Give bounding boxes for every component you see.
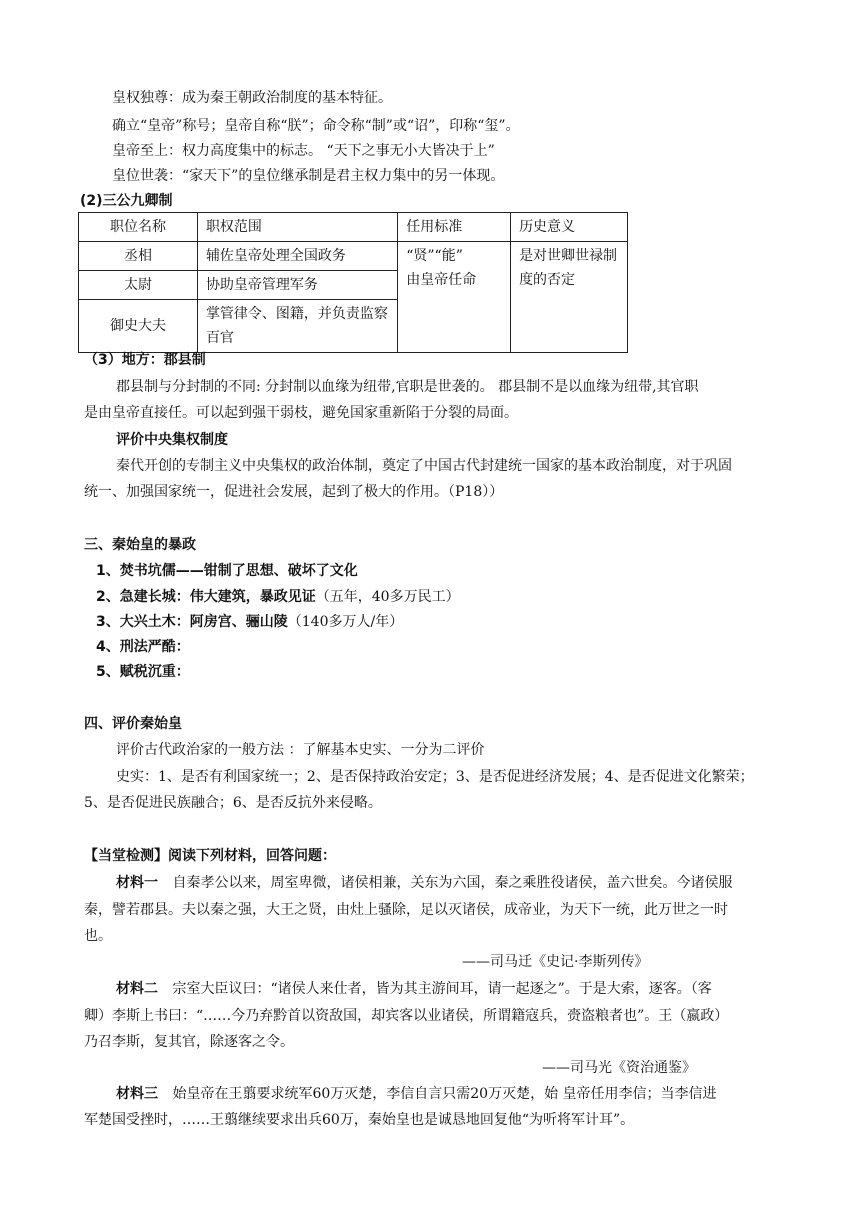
list-item bbox=[96, 587, 460, 607]
paragraph-imperial-supremacy: 皇权独尊：成为秦王朝政治制度的基本特征。 bbox=[112, 90, 392, 106]
three-dukes-table bbox=[78, 212, 628, 353]
table-cell-position: 丞相 bbox=[79, 242, 198, 271]
section-title-tyranny: 三、秦始皇的暴政 bbox=[84, 537, 196, 553]
paragraph-emperor-title: 确立“皇帝”称号；皇帝自称“朕”；命令称“制”或“诏”，印称“玺”。 bbox=[112, 118, 520, 134]
table-cell-position: 太尉 bbox=[79, 271, 198, 300]
standard-line: “贤”“能” bbox=[406, 248, 463, 264]
material-two-line-2: 卿）李斯上书曰：“……今乃弃黔首以资敌国，却宾客以业诸侯，所谓籍寇兵，赍盗粮者也”。王（嬴政） bbox=[84, 1008, 729, 1024]
list-item bbox=[96, 637, 190, 657]
paragraph-evaluate-1: 秦代开创的专制主义中央集权的政治体制，奠定了中国古代封建统一国家的基本政治制度，对于巩固 bbox=[116, 458, 732, 474]
material-one-source: ——司马迁《史记·李斯列传》 bbox=[462, 954, 649, 970]
list-item-bold: 3、大兴土木：阿房宫、骊山陵 bbox=[96, 614, 288, 630]
material-three-line-2: 军楚国受挫时，……王翦继续要求出兵60万，秦始皇也是诚恳地回复他“为听将军计耳”。 bbox=[84, 1112, 635, 1128]
material-one-line-3: 也。 bbox=[84, 928, 112, 944]
material-one-line-2: 秦，譬若郡县。夫以秦之强，大王之贤，由灶上骚除，足以灭诸侯，成帝业，为天下一统，此万世之一时 bbox=[84, 902, 728, 918]
table-cell-meaning: 是对世卿世禄制度的否定 bbox=[511, 242, 628, 353]
list-item-bold: 2、急建长城：伟大建筑，暴政见证 bbox=[96, 589, 316, 605]
paragraph-facts-1: 史实：1、是否有利国家统一；2、是否保持政治安定；3、是否促进经济发展；4、是否促进文化繁荣； bbox=[116, 769, 754, 785]
material-text: 自秦孝公以来，周室卑微，诸侯相兼，关东为六国，秦之乘胜役诸侯，盖六世矣。今诸侯服 bbox=[172, 875, 733, 891]
list-item-bold: 5、赋税沉重： bbox=[96, 664, 190, 680]
material-two-line-3: 乃召李斯，复其官，除逐客之令。 bbox=[84, 1034, 294, 1050]
table-cell-position: 御史大夫 bbox=[79, 300, 198, 353]
paragraph-hereditary-throne: 皇位世袭：“家天下”的皇位继承制是君主权力集中的另一体现。 bbox=[112, 168, 505, 184]
material-three-line-1 bbox=[116, 1084, 717, 1104]
section-title-evaluate-qin: 四、评价秦始皇 bbox=[84, 716, 182, 732]
paragraph-prefecture-diff-2: 是由皇帝直接任。可以起到强干弱枝，避免国家重新陷于分裂的局面。 bbox=[84, 405, 518, 421]
table-header-cell: 历史意义 bbox=[511, 213, 628, 242]
table-cell-duty: 掌管律令、图籍，并负责监察百官 bbox=[197, 300, 397, 353]
material-text: 始皇帝在王翦要求统军60万灭楚，李信自言只需20万灭楚，始 皇帝任用李信；当李信进 bbox=[172, 1086, 717, 1102]
list-item bbox=[96, 662, 190, 682]
list-item bbox=[96, 612, 403, 632]
list-item-bold: 4、刑法严酷： bbox=[96, 639, 190, 655]
material-two-source: ——司马光《资治通鉴》 bbox=[542, 1060, 696, 1076]
test-title: 【当堂检测】阅读下列材料，回答问题： bbox=[84, 848, 336, 864]
subsection-title-prefecture: （3）地方：郡县制 bbox=[84, 352, 206, 368]
table-header-cell: 任用标准 bbox=[398, 213, 511, 242]
material-label: 材料三 bbox=[116, 1086, 158, 1102]
table-header-row bbox=[79, 213, 628, 242]
table-header-cell: 职权范围 bbox=[197, 213, 397, 242]
list-item-bold: 1、焚书坑儒——钳制了思想、破坏了文化 bbox=[96, 563, 358, 579]
material-label: 材料一 bbox=[116, 875, 158, 891]
table-cell-duty: 协助皇帝管理军务 bbox=[197, 271, 397, 300]
paragraph-prefecture-diff-1: 郡县制与分封制的不同: 分封制以血缘为纽带,官职是世袭的。 郡县制不是以血缘为纽带,其官职 bbox=[116, 379, 699, 395]
list-item-normal: （五年，40多万民工） bbox=[315, 589, 460, 605]
paragraph-method: 评价古代政治家的一般方法 ：了解基本史实、一分为二评价 bbox=[116, 742, 485, 758]
list-item-normal: （140多万人/年） bbox=[287, 614, 404, 630]
list-item bbox=[96, 561, 358, 581]
table-header-cell: 职位名称 bbox=[79, 213, 198, 242]
paragraph-evaluate-2: 统一、加强国家统一，促进社会发展，起到了极大的作用。（P18）） bbox=[84, 484, 504, 500]
paragraph-facts-2: 5、是否促进民族融合；6、是否反抗外来侵略。 bbox=[84, 795, 382, 811]
material-one-line-1 bbox=[116, 873, 732, 893]
table-cell-duty: 辅佐皇帝处理全国政务 bbox=[197, 242, 397, 271]
material-two-line-1 bbox=[116, 979, 712, 999]
table-row bbox=[79, 242, 628, 271]
material-text: 宗室大臣议曰：“诸侯人来仕者，皆为其主游间耳，请一起逐之”。于是大索，逐客。（客 bbox=[172, 981, 712, 997]
table-cell-standard bbox=[398, 242, 511, 353]
paragraph-emperor-supreme: 皇帝至上：权力高度集中的标志。 “天下之事无小大皆决于上” bbox=[112, 143, 495, 159]
subsection-title-three-dukes: (2)三公九卿制 bbox=[80, 193, 173, 209]
material-label: 材料二 bbox=[116, 981, 158, 997]
standard-line: 由皇帝任命 bbox=[406, 272, 477, 288]
heading-evaluate-centralization: 评价中央集权制度 bbox=[116, 432, 228, 448]
